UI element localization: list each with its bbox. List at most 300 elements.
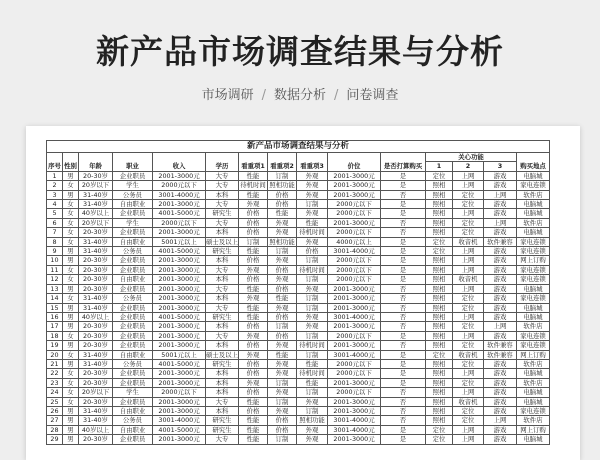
table-cell: 11 <box>47 265 63 274</box>
table-cell: 外观 <box>297 284 328 293</box>
table-cell: 自由职业 <box>113 350 153 359</box>
table-cell: 学生 <box>113 388 153 397</box>
table-cell: 27 <box>47 416 63 425</box>
table-cell: 8 <box>47 237 63 246</box>
table-cell: 女 <box>63 265 79 274</box>
table-cell: 上网 <box>453 284 484 293</box>
table-cell: 定位 <box>426 237 453 246</box>
table-cell: 20-30岁 <box>79 341 113 350</box>
table-cell: 女 <box>63 350 79 359</box>
table-cell: 游戏 <box>484 200 517 209</box>
table-cell: 性能 <box>239 190 268 199</box>
table-cell: 待机时间 <box>297 369 328 378</box>
table-cell: 本科 <box>206 275 239 284</box>
table-cell: 3001-4000元 <box>328 425 381 434</box>
table-cell: 游戏 <box>484 256 517 265</box>
table-cell: 企业职员 <box>113 322 153 331</box>
table-cell: 3001-4000元 <box>328 350 381 359</box>
table-cell: 性能 <box>239 171 268 180</box>
table-cell: 25 <box>47 397 63 406</box>
table-cell: 外观 <box>297 312 328 321</box>
table-cell: 2001-3000元 <box>328 341 381 350</box>
table-cell: 价格 <box>239 275 268 284</box>
table-cell: 游戏 <box>484 388 517 397</box>
table-cell: 上网 <box>484 416 517 425</box>
table-cell: 自由职业 <box>113 275 153 284</box>
table-cell: 男 <box>63 190 79 199</box>
table-cell: 2001-3000元 <box>328 218 381 227</box>
table-cell: 硕士及以上 <box>206 237 238 246</box>
table-cell: 5001元以上 <box>153 350 206 359</box>
table-cell: 19 <box>47 341 63 350</box>
table-cell: 网上订购 <box>517 425 550 434</box>
table-row <box>47 369 550 378</box>
table-cell: 31-40岁 <box>79 237 113 246</box>
table-cell: 2001-3000元 <box>153 284 206 293</box>
table-cell: 定位 <box>453 416 484 425</box>
column-header: 购买地点 <box>517 162 550 171</box>
table-cell: 是 <box>381 200 426 209</box>
table-cell: 外观 <box>268 388 297 397</box>
table-cell: 定位 <box>453 341 484 350</box>
group-header-blank <box>153 153 206 162</box>
table-cell: 是 <box>381 435 426 444</box>
table-cell: 照相 <box>426 200 453 209</box>
table-cell: 外观 <box>297 209 328 218</box>
table-cell: 外观 <box>239 378 268 387</box>
table-cell: 家电连锁 <box>517 275 550 284</box>
table-row <box>47 406 550 415</box>
table-cell: 家电连锁 <box>517 265 550 274</box>
table-cell: 2001-3000元 <box>153 331 206 340</box>
group-header-blank <box>47 153 63 162</box>
table-cell: 家电连锁 <box>517 406 550 415</box>
table-cell: 照相 <box>426 312 453 321</box>
table-cell: 20-30岁 <box>79 275 113 284</box>
table-cell: 男 <box>63 284 79 293</box>
table-row <box>47 322 550 331</box>
table-cell: 男 <box>63 312 79 321</box>
table-cell: 9 <box>47 247 63 256</box>
table-cell: 3001-4000元 <box>153 190 206 199</box>
table-cell: 女 <box>63 228 79 237</box>
table-cell: 女 <box>63 181 79 190</box>
table-cell: 照相 <box>426 209 453 218</box>
table-cell: 外观 <box>268 275 297 284</box>
table-cell: 否 <box>381 388 426 397</box>
tag-data-analysis: 数据分析 <box>273 88 326 103</box>
table-cell: 软件兼容 <box>484 350 517 359</box>
table-cell: 20-30岁 <box>79 331 113 340</box>
table-cell: 价格 <box>239 218 268 227</box>
table-cell: 7 <box>47 228 63 237</box>
table-cell: 12 <box>47 275 63 284</box>
table-cell: 照相 <box>426 388 453 397</box>
table-cell: 2001-3000元 <box>153 369 206 378</box>
tag-separator: / <box>261 88 266 103</box>
table-cell: 17 <box>47 322 63 331</box>
table-cell: 20-30岁 <box>79 265 113 274</box>
table-cell: 2001-3000元 <box>328 397 381 406</box>
table-cell: 软件店 <box>517 322 550 331</box>
table-cell: 游戏 <box>484 247 517 256</box>
header-row <box>47 162 550 171</box>
table-cell: 男 <box>63 425 79 434</box>
column-header: 序号 <box>48 162 61 171</box>
table-cell: 照相 <box>426 416 453 425</box>
table-cell: 照相 <box>426 256 453 265</box>
table-cell: 5 <box>47 209 63 218</box>
column-header: 2 <box>453 162 484 171</box>
column-header: 1 <box>426 162 453 171</box>
table-cell: 电脑城 <box>517 388 550 397</box>
table-cell: 31-40岁 <box>79 294 113 303</box>
table-cell: 订制 <box>297 388 328 397</box>
table-cell: 收音机 <box>453 397 484 406</box>
table-cell: 31-40岁 <box>79 416 113 425</box>
table-cell: 外观 <box>297 171 328 180</box>
table-cell: 游戏 <box>484 397 517 406</box>
table-cell: 否 <box>381 218 426 227</box>
group-header-blank <box>206 153 239 162</box>
table-cell: 男 <box>63 247 79 256</box>
table-cell: 订制 <box>297 256 328 265</box>
table-cell: 照相 <box>426 294 453 303</box>
table-row <box>47 435 550 444</box>
table-cell: 20-30岁 <box>79 378 113 387</box>
table-cell: 照相 <box>426 275 453 284</box>
table-cell: 定位 <box>426 171 453 180</box>
table-cell: 22 <box>47 369 63 378</box>
table-cell: 上网 <box>453 247 484 256</box>
table-cell: 照相功能 <box>269 237 295 246</box>
table-cell: 大专 <box>206 200 239 209</box>
survey-table <box>46 140 550 445</box>
table-cell: 性能 <box>239 435 268 444</box>
table-cell: 照相 <box>426 190 453 199</box>
table-cell: 2000元以下 <box>328 228 381 237</box>
table-cell: 大专 <box>206 265 239 274</box>
column-header: 性别 <box>64 162 77 171</box>
table-cell: 性能 <box>239 312 268 321</box>
table-row <box>47 218 550 227</box>
table-cell: 照相 <box>426 218 453 227</box>
table-cell: 自由职业 <box>113 200 153 209</box>
table-cell: 待机时间 <box>297 228 328 237</box>
table-cell: 订制 <box>297 350 328 359</box>
table-cell: 游戏 <box>484 294 517 303</box>
table-cell: 是 <box>381 247 426 256</box>
group-header-blank <box>328 153 381 162</box>
table-row <box>47 237 550 246</box>
table-cell: 2001-3000元 <box>328 322 381 331</box>
table-cell: 研究生 <box>206 209 239 218</box>
table-cell: 否 <box>381 406 426 415</box>
table-row <box>47 200 550 209</box>
table-row <box>47 209 550 218</box>
table-cell: 游戏 <box>484 378 517 387</box>
table-cell: 照相 <box>426 331 453 340</box>
table-cell: 20-30岁 <box>79 228 113 237</box>
table-cell: 20-30岁 <box>79 256 113 265</box>
table-cell: 定位 <box>453 303 484 312</box>
table-cell: 2001-3000元 <box>153 341 206 350</box>
table-cell: 价格 <box>239 341 268 350</box>
table-row <box>47 247 550 256</box>
table-cell: 订制 <box>297 200 328 209</box>
table-cell: 价格 <box>239 388 268 397</box>
table-cell: 女 <box>63 388 79 397</box>
table-cell: 企业职员 <box>113 331 153 340</box>
group-header-row <box>47 153 550 162</box>
table-cell: 定位 <box>453 322 484 331</box>
table-cell: 电脑城 <box>517 228 550 237</box>
table-cell: 2001-3000元 <box>328 190 381 199</box>
table-cell: 上网 <box>484 218 517 227</box>
table-cell: 照相 <box>426 378 453 387</box>
table-cell: 游戏 <box>484 171 517 180</box>
table-cell: 定位 <box>453 359 484 368</box>
table-cell: 照相 <box>426 228 453 237</box>
table-cell: 14 <box>47 294 63 303</box>
table-cell: 公务员 <box>113 247 153 256</box>
spreadsheet-preview <box>26 126 580 460</box>
table-cell: 外观 <box>268 303 297 312</box>
table-cell: 上网 <box>484 190 517 199</box>
table-cell: 23 <box>47 378 63 387</box>
table-cell: 3001-4000元 <box>153 416 206 425</box>
table-cell: 4000元以上 <box>328 237 381 246</box>
table-cell: 18 <box>47 331 63 340</box>
table-cell: 40岁以上 <box>79 312 113 321</box>
table-cell: 男 <box>63 341 79 350</box>
table-row <box>47 265 550 274</box>
table-cell: 上网 <box>453 388 484 397</box>
table-cell: 性能 <box>239 284 268 293</box>
table-cell: 上网 <box>453 209 484 218</box>
table-cell: 定位 <box>453 190 484 199</box>
column-header: 年龄 <box>79 162 113 171</box>
table-cell: 否 <box>381 284 426 293</box>
table-row <box>47 312 550 321</box>
table-cell: 2000元以下 <box>328 275 381 284</box>
tag-separator: / <box>334 88 339 103</box>
column-header: 收入 <box>153 162 206 171</box>
table-cell: 照相 <box>426 406 453 415</box>
table-cell: 公务员 <box>113 190 153 199</box>
table-cell: 29 <box>47 435 63 444</box>
table-cell: 收音机 <box>453 275 484 284</box>
table-row <box>47 350 550 359</box>
table-cell: 10 <box>47 256 63 265</box>
table-cell: 2001-3000元 <box>153 171 206 180</box>
table-cell: 15 <box>47 303 63 312</box>
table-cell: 13 <box>47 284 63 293</box>
table-cell: 是 <box>381 359 426 368</box>
table-cell: 31-40岁 <box>79 247 113 256</box>
table-cell: 3001-4000元 <box>328 247 381 256</box>
table-cell: 男 <box>63 359 79 368</box>
table-cell: 游戏 <box>484 369 517 378</box>
page-title: 新产品市场调查结果与分析 <box>96 32 504 71</box>
table-cell: 是 <box>381 265 426 274</box>
table-cell: 2001-3000元 <box>328 435 381 444</box>
column-header: 是否打算购买 <box>381 162 426 171</box>
table-cell: 是 <box>381 378 426 387</box>
table-cell: 本科 <box>206 378 239 387</box>
table-cell: 定位 <box>453 218 484 227</box>
table-cell: 定位 <box>426 350 453 359</box>
table-cell: 外观 <box>239 200 268 209</box>
table-cell: 游戏 <box>484 265 517 274</box>
table-cell: 否 <box>381 322 426 331</box>
table-cell: 电脑城 <box>517 312 550 321</box>
table-cell: 企业职员 <box>113 435 153 444</box>
table-cell: 2000元以下 <box>328 265 381 274</box>
table-cell: 家电连锁 <box>517 181 550 190</box>
table-cell: 游戏 <box>484 312 517 321</box>
table-cell: 订制 <box>297 331 328 340</box>
table-cell: 是 <box>381 275 426 284</box>
table-cell: 电脑城 <box>517 171 550 180</box>
table-cell: 企业职员 <box>113 303 153 312</box>
table-cell: 否 <box>381 397 426 406</box>
table-cell: 性能 <box>239 397 268 406</box>
table-cell: 软件店 <box>517 359 550 368</box>
table-cell: 软件店 <box>517 218 550 227</box>
table-row <box>47 388 550 397</box>
table-cell: 家电连锁 <box>517 294 550 303</box>
table-cell: 16 <box>47 312 63 321</box>
table-cell: 外观 <box>239 331 268 340</box>
table-body <box>47 171 550 444</box>
table-cell: 外观 <box>297 181 328 190</box>
table-cell: 上网 <box>484 322 517 331</box>
table-row <box>47 181 550 190</box>
table-cell: 本科 <box>206 256 239 265</box>
table-cell: 收音机 <box>453 350 484 359</box>
table-cell: 28 <box>47 425 63 434</box>
table-cell: 2001-3000元 <box>328 303 381 312</box>
table-cell: 价格 <box>239 322 268 331</box>
table-row <box>47 171 550 180</box>
group-header-blank <box>113 153 153 162</box>
table-cell: 2000元以下 <box>328 209 381 218</box>
table-cell: 软件店 <box>517 190 550 199</box>
table-cell: 31-40岁 <box>79 303 113 312</box>
table-cell: 大专 <box>206 171 239 180</box>
table-cell: 2001-3000元 <box>153 303 206 312</box>
table-cell: 游戏 <box>484 181 517 190</box>
table-cell: 26 <box>47 406 63 415</box>
table-cell: 是 <box>381 209 426 218</box>
table-cell: 外观 <box>268 406 297 415</box>
table-cell: 待机时间 <box>240 181 266 190</box>
table-cell: 2001-3000元 <box>328 294 381 303</box>
table-cell: 否 <box>381 312 426 321</box>
table-cell: 定位 <box>453 378 484 387</box>
table-cell: 订制 <box>268 378 297 387</box>
table-cell: 大专 <box>206 181 239 190</box>
table-cell: 企业职员 <box>113 378 153 387</box>
table-cell: 价格 <box>297 247 328 256</box>
table-cell: 31-40岁 <box>79 200 113 209</box>
table-cell: 男 <box>63 406 79 415</box>
group-header-blank <box>79 153 113 162</box>
table-cell: 2001-3000元 <box>153 378 206 387</box>
table-cell: 女 <box>63 237 79 246</box>
table-cell: 本科 <box>206 388 239 397</box>
table-cell: 上网 <box>453 435 484 444</box>
table-cell: 研究生 <box>206 416 239 425</box>
table-cell: 游戏 <box>484 275 517 284</box>
table-cell: 照相 <box>426 181 453 190</box>
table-cell: 20-30岁 <box>79 171 113 180</box>
table-cell: 1 <box>47 171 63 180</box>
table-cell: 外观 <box>297 425 328 434</box>
table-cell: 游戏 <box>484 284 517 293</box>
table-cell: 2001-3000元 <box>328 171 381 180</box>
table-cell: 性能 <box>297 378 328 387</box>
table-cell: 是 <box>381 237 426 246</box>
table-cell: 男 <box>63 435 79 444</box>
table-cell: 2001-3000元 <box>153 200 206 209</box>
table-cell: 价格 <box>268 416 297 425</box>
table-cell: 研究生 <box>206 312 239 321</box>
table-cell: 照相 <box>426 265 453 274</box>
table-cell: 公务员 <box>113 359 153 368</box>
table-cell: 企业职员 <box>113 171 153 180</box>
table-cell: 20岁以下 <box>79 181 113 190</box>
table-cell: 是 <box>381 256 426 265</box>
table-row <box>47 256 550 265</box>
table-cell: 外观 <box>268 359 297 368</box>
table-cell: 游戏 <box>484 228 517 237</box>
table-cell: 电脑城 <box>517 369 550 378</box>
table-cell: 2000元以下 <box>328 369 381 378</box>
table-cell: 订制 <box>297 294 328 303</box>
table-cell: 定位 <box>453 228 484 237</box>
table-cell: 本科 <box>206 228 239 237</box>
table-cell: 是 <box>381 350 426 359</box>
table-cell: 女 <box>63 378 79 387</box>
table-cell: 性能 <box>239 303 268 312</box>
table-row <box>47 341 550 350</box>
table-row <box>47 275 550 284</box>
table-cell: 2001-3000元 <box>153 322 206 331</box>
table-cell: 31-40岁 <box>79 406 113 415</box>
table-row <box>47 425 550 434</box>
table-cell: 5001元以上 <box>153 237 206 246</box>
table-cell: 电脑城 <box>517 200 550 209</box>
column-header: 职业 <box>113 162 153 171</box>
table-cell: 大专 <box>206 397 239 406</box>
table-cell: 家电连锁 <box>517 331 550 340</box>
group-header-blank <box>63 153 79 162</box>
table-cell: 外观 <box>239 294 268 303</box>
table-cell: 大专 <box>206 303 239 312</box>
table-cell: 订制 <box>268 435 297 444</box>
table-cell: 企业职员 <box>113 265 153 274</box>
table-cell: 20-30岁 <box>79 284 113 293</box>
table-cell: 否 <box>381 294 426 303</box>
table-cell: 2001-3000元 <box>328 406 381 415</box>
table-cell: 男 <box>63 322 79 331</box>
table-cell: 价格 <box>239 256 268 265</box>
table-cell: 女 <box>63 397 79 406</box>
column-header: 价位 <box>328 162 381 171</box>
table-cell: 本科 <box>206 341 239 350</box>
